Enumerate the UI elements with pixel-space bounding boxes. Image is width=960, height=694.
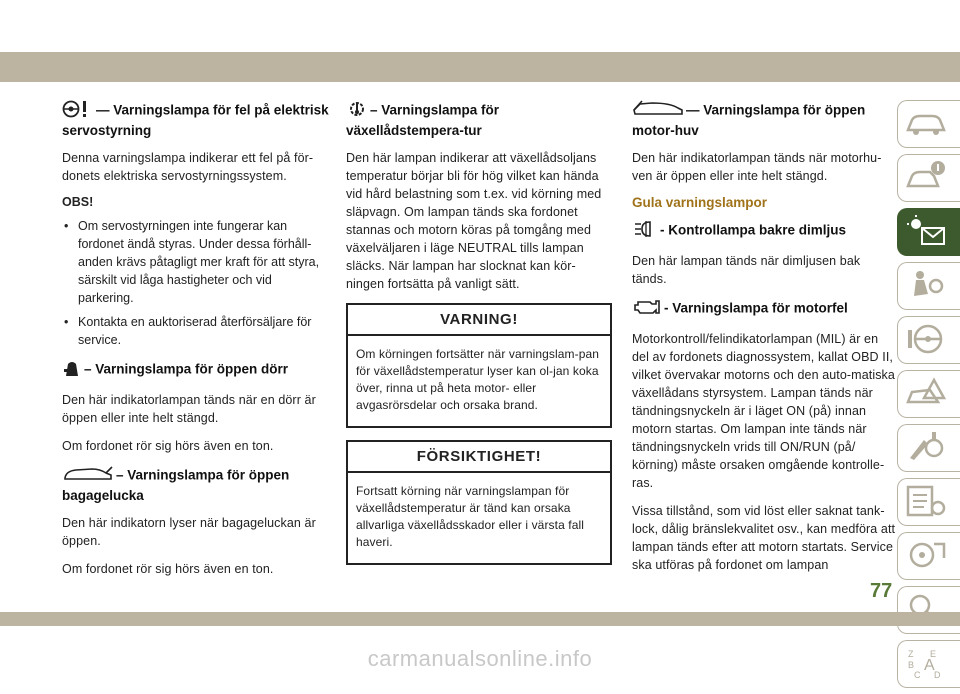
- section-heading: Gula varningslampor: [632, 195, 768, 210]
- svg-text:B: B: [908, 660, 915, 670]
- tab-warning-lights[interactable]: [897, 208, 960, 256]
- heading-text: - Kontrollampa bakre dimljus: [660, 222, 847, 238]
- tab-index[interactable]: [897, 586, 960, 634]
- list-item: • Kontakta en auktoriserad återförsäljare för service.: [62, 313, 330, 349]
- transmission-temp-icon: [346, 100, 368, 122]
- heading-text: – Varningslampa för öppen dörr: [84, 361, 289, 377]
- heading-door-open: [62, 359, 330, 381]
- heading-text: – Varningslampa för öppen bagagelucka: [62, 467, 290, 503]
- heading-text: – Varningslampa för växellådstempera-tur: [346, 102, 500, 138]
- column-1: [62, 100, 330, 588]
- svg-text:A: A: [924, 657, 935, 674]
- warning-text: Om körningen fortsätter när varningslam-pan för växellådstemperatur lyser kan ol-jan koka över, rinna ut på heta motor- eller avgasrörsdelar och orsaka brand.: [356, 347, 600, 412]
- car-info-icon: [904, 106, 948, 140]
- tab-service[interactable]: [897, 478, 960, 526]
- hood-open-icon: [632, 100, 684, 122]
- chapter-tabs: [897, 100, 960, 694]
- svg-text:C: C: [914, 670, 921, 680]
- heading-trunk-open: [62, 465, 330, 504]
- multimedia-icon: [904, 538, 948, 572]
- paragraph: Den här indikatorn lyser när bagageluckan är öppen.: [62, 516, 316, 548]
- footer-band: [0, 612, 960, 626]
- car-info-alt-icon: [904, 160, 948, 194]
- tab-car-info[interactable]: [897, 100, 960, 148]
- warning-title: VARNING!: [348, 305, 610, 336]
- warning-box: [346, 303, 612, 428]
- rear-fog-light-icon: [632, 220, 658, 242]
- heading-hood-open: [632, 100, 896, 139]
- caution-text: Fortsatt körning när varningslampan för växellådstemperatur är tänd kan orsaka allvarliga växellådsskador eller i värsta fall haveri.: [356, 484, 585, 549]
- tools-icon: [904, 430, 948, 464]
- caution-title: FÖRSIKTIGHET!: [348, 442, 610, 473]
- svg-text:E: E: [930, 649, 937, 659]
- tab-driving[interactable]: [897, 316, 960, 364]
- paragraph: Vissa tillstånd, som vid löst eller saknat tank-lock, dålig bränslekvalitet osv., kan medföra att lampan tänds efter att motorn startats. Service ska utföras på fordonet om lampan: [632, 504, 896, 572]
- steering-fault-icon: [62, 100, 94, 122]
- watermark: carmanualsonline.info: [367, 646, 593, 671]
- note-label: OBS!: [62, 195, 94, 209]
- svg-text:Z: Z: [908, 649, 914, 659]
- column-2: [346, 100, 612, 577]
- caution-box: [346, 440, 612, 565]
- trunk-open-icon: [62, 465, 114, 487]
- header-band: [0, 52, 960, 82]
- paragraph: Den här lampan tänds när dimljusen bak tänds.: [632, 254, 861, 286]
- tab-maintenance[interactable]: [897, 424, 960, 472]
- paragraph: Den här indikatorlampan tänds när motorhu-ven är öppen eller inte helt stängd.: [632, 151, 882, 183]
- heading-rear-fog: [632, 220, 896, 242]
- steering-wheel-icon: [904, 322, 948, 356]
- page-number: 77: [870, 580, 893, 602]
- engine-check-icon: [632, 298, 662, 320]
- paragraph: Motorkontroll/felindikatorlampan (MIL) är en del av fordonets diagnossystem, kallat OBD II, vilket övervakar motorns och den auto-matiska växellådans styrsystem. Lampan tänds när tändningsnyckeln är i läget ON (på) innan motorn startas. Om lampan inte tänds när tändningsnyckeln vrids till ON/RUN (på/ körning) måste orsaken omgående kontrolle-ras.: [632, 332, 895, 490]
- svg-text:D: D: [934, 670, 941, 680]
- tab-safety[interactable]: [897, 262, 960, 310]
- service-checklist-icon: [904, 484, 948, 518]
- roadside-warning-icon: [904, 376, 948, 410]
- heading-power-steering: [62, 100, 330, 139]
- tab-car-info-alt[interactable]: [897, 154, 960, 202]
- bullet-list: [62, 217, 330, 349]
- tab-emergency[interactable]: [897, 370, 960, 418]
- door-open-icon: [62, 359, 82, 381]
- paragraph: Den här indikatorlampan tänds när en dörr är öppen eller inte helt stängd.: [62, 393, 316, 425]
- paragraph: Denna varningslampa indikerar ett fel på för-donets elektriska servostyrningssystem.: [62, 151, 314, 183]
- heading-transmission-temp: [346, 100, 612, 139]
- top-margin: [0, 0, 960, 52]
- column-3: [632, 100, 896, 584]
- list-item: • Om servostyrningen inte fungerar kan fordonet ändå styras. Under dessa förhåll-anden krävs påtagligt mer kraft för att styra, särskilt vid låga hastigheter och vid parkering.: [62, 217, 330, 307]
- heading-text: - Varningslampa för motorfel: [664, 300, 848, 316]
- heading-text: — Varningslampa för fel på elektrisk servostyrning: [62, 102, 329, 138]
- tab-multimedia[interactable]: [897, 532, 960, 580]
- paragraph: Den här lampan indikerar att växellådsoljans temperatur börjar bli för hög vilket kan hända vid hård belastning som t.ex. vid körning med släpvagn. Om lampan tänds ska fordonet stannas och motorn köras på tomgång med växelväljaren i läge NEUTRAL tills lampan släcks. När lampan har slocknat kan kör-ningen fortsätta på vanligt sätt.: [346, 151, 602, 291]
- heading-text: — Varningslampa för öppen motor-huv: [632, 102, 866, 138]
- paragraph: Om fordonet rör sig hörs även en ton.: [62, 562, 274, 576]
- warning-lights-icon: [904, 214, 948, 248]
- paragraph: Om fordonet rör sig hörs även en ton.: [62, 439, 274, 453]
- airbag-seat-icon: [904, 268, 948, 302]
- heading-engine-fault: [632, 298, 896, 320]
